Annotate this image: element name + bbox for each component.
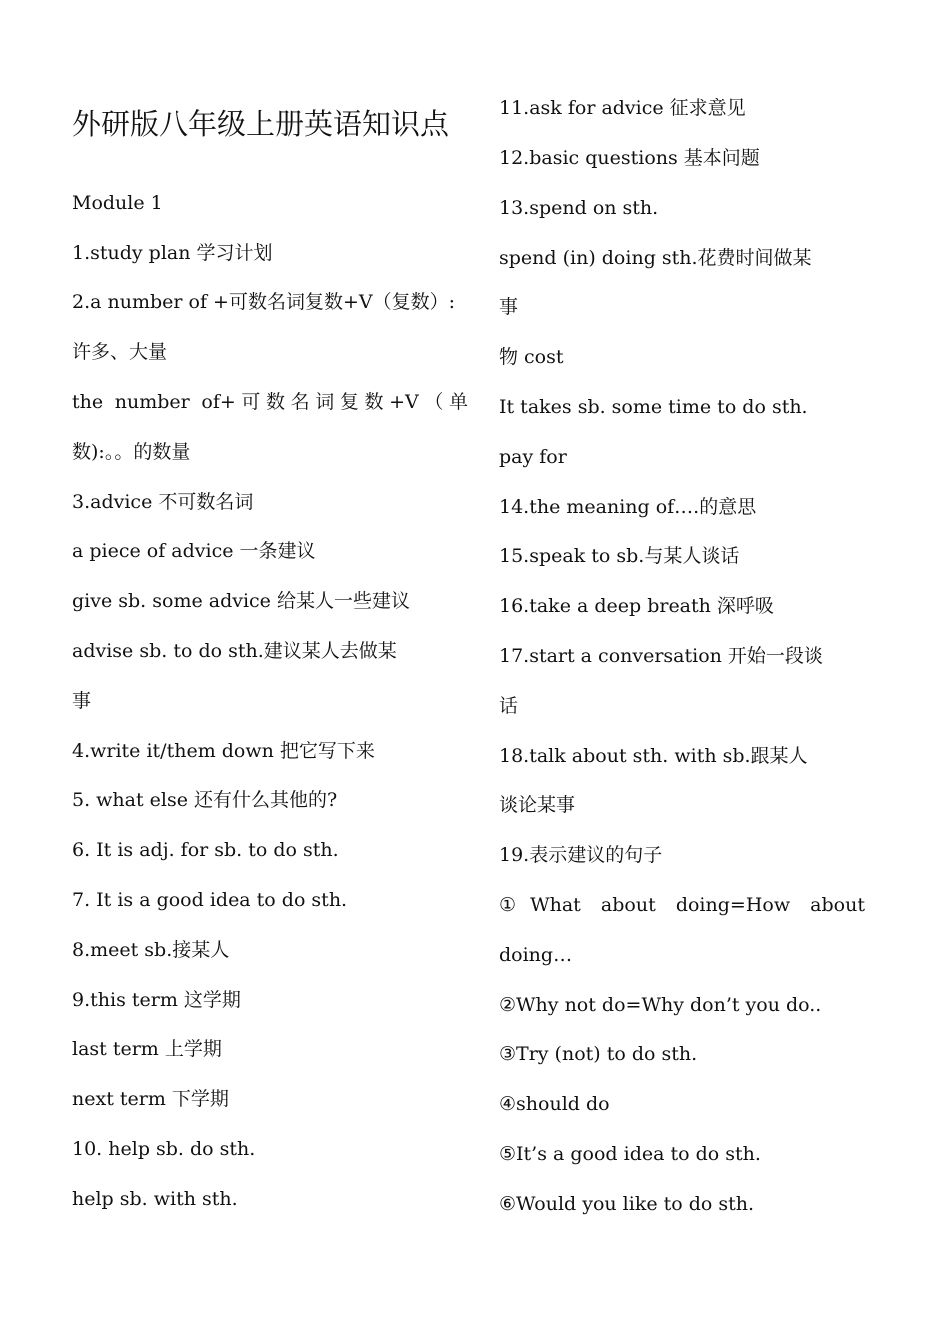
- text-line: 话: [499, 695, 519, 717]
- text-line: pay for: [499, 446, 567, 468]
- text-line: 10. help sb. do sth.: [72, 1138, 256, 1160]
- text-line: doing…: [499, 944, 573, 966]
- text-line: It takes sb. some time to do sth.: [499, 396, 808, 418]
- text-line: 8.meet sb.接某人: [72, 939, 230, 961]
- text-line: the number of+可数名词复数+V（单: [72, 391, 468, 413]
- text-line: last term 上学期: [72, 1038, 222, 1060]
- text-line: 4.write it/them down 把它写下来: [72, 740, 375, 762]
- text-line: 6. It is adj. for sb. to do sth.: [72, 839, 339, 861]
- text-line: 许多、大量: [72, 341, 168, 363]
- text-line: 物 cost: [499, 346, 564, 368]
- text-line: 2.a number of +可数名词复数+V（复数）:: [72, 291, 455, 313]
- module-heading: Module 1: [72, 192, 163, 214]
- text-line: 15.speak to sb.与某人谈话: [499, 545, 740, 567]
- text-line: 7. It is a good idea to do sth.: [72, 889, 348, 911]
- text-line: 13.spend on sth.: [499, 197, 659, 219]
- text-line: 数):。。的数量: [72, 441, 191, 463]
- text-line: 18.talk about sth. with sb.跟某人: [499, 745, 808, 767]
- text-line: 11.ask for advice 征求意见: [499, 97, 746, 119]
- text-line: ④should do: [499, 1093, 610, 1115]
- page-title: 外研版八年级上册英语知识点: [72, 107, 450, 141]
- text-line: 12.basic questions 基本问题: [499, 147, 760, 169]
- text-line: ③Try (not) to do sth.: [499, 1043, 698, 1065]
- text-line: spend (in) doing sth.花费时间做某: [499, 247, 812, 269]
- text-line: 事: [499, 296, 519, 318]
- text-line: 17.start a conversation 开始一段谈: [499, 645, 823, 667]
- text-line: help sb. with sth.: [72, 1188, 238, 1210]
- text-line: give sb. some advice 给某人一些建议: [72, 590, 410, 612]
- text-line: 14.the meaning of….的意思: [499, 496, 757, 518]
- text-line: next term 下学期: [72, 1088, 229, 1110]
- text-line: ①What about doing=How about: [499, 894, 865, 916]
- text-line: 谈论某事: [499, 794, 576, 816]
- text-line: 9.this term 这学期: [72, 989, 241, 1011]
- text-line: advise sb. to do sth.建议某人去做某: [72, 640, 397, 662]
- text-line: ②Why not do=Why don’t you do..: [499, 994, 822, 1016]
- text-line: 事: [72, 690, 92, 712]
- text-line: ⑤It’s a good idea to do sth.: [499, 1143, 761, 1165]
- text-line: 19.表示建议的句子: [499, 844, 663, 866]
- text-line: 1.study plan 学习计划: [72, 242, 273, 264]
- text-line: 5. what else 还有什么其他的?: [72, 789, 338, 811]
- text-line: 3.advice 不可数名词: [72, 491, 254, 513]
- text-line: a piece of advice 一条建议: [72, 540, 316, 562]
- text-line: 16.take a deep breath 深呼吸: [499, 595, 774, 617]
- text-line: ⑥Would you like to do sth.: [499, 1193, 755, 1215]
